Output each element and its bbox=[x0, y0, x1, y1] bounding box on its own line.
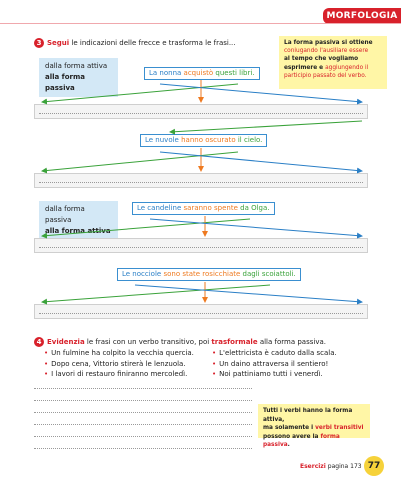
footer-pagina: pagina 173 bbox=[325, 463, 362, 470]
note4-line-3a: possono avere la bbox=[263, 433, 321, 440]
sentence-item[interactable]: • Un daino attraversa il sentiero! bbox=[212, 359, 337, 370]
instruction-verb-evidenzia: Evidenzia bbox=[47, 338, 85, 346]
footer-esercizi: Esercizi bbox=[300, 463, 326, 470]
sentence-1-object: questi libri. bbox=[215, 69, 255, 77]
sentence-item[interactable]: • L'elettricista è caduto dalla scala. bbox=[212, 348, 337, 359]
sentence-4-verb: sono state rosicchiate bbox=[163, 270, 241, 278]
exercises-reference bbox=[300, 463, 362, 470]
arrow-subject-to-object-4 bbox=[135, 285, 362, 302]
note-line-1: La forma passiva si ottiene bbox=[284, 40, 373, 46]
label-active-line1: dalla forma attiva bbox=[45, 62, 108, 70]
sentence-4-subject: Le nocciole bbox=[122, 270, 162, 278]
sentence-2-subject: Le nuvole bbox=[145, 136, 179, 144]
sentence-2-verb: hanno oscurato bbox=[181, 136, 236, 144]
sentence-item[interactable]: • Noi pattiniamo tutti i venerdì. bbox=[212, 369, 337, 380]
exercise-4-instruction bbox=[47, 338, 326, 346]
sentence-item[interactable]: • Un fulmine ha colpito la vecchia quercia. bbox=[44, 348, 194, 359]
arrow-subject-to-object-2a bbox=[42, 152, 238, 171]
sentence-item[interactable]: • Dopo cena, Vittorio stirerà le lenzuola. bbox=[44, 359, 194, 370]
note-line-3: al tempo che vogliamo bbox=[284, 56, 359, 63]
writing-line-3[interactable] bbox=[34, 412, 252, 413]
note-line-4a: esprimere e bbox=[284, 64, 326, 71]
instruction-text-2: alla forma passiva. bbox=[257, 338, 326, 346]
transitive-sentences-right bbox=[212, 348, 337, 380]
sentence-2-object: il cielo. bbox=[237, 136, 263, 144]
sentence-1-verb: acquistò bbox=[183, 69, 214, 77]
transitive-sentences-left bbox=[44, 348, 194, 380]
instruction-verb-trasformale: trasformale bbox=[211, 338, 258, 346]
arrow-subject-to-object-1 bbox=[160, 84, 362, 102]
arrow-object-to-subject-2 bbox=[170, 121, 362, 132]
label-passive-line1: dalla forma passiva bbox=[45, 205, 85, 224]
note4-line-1: Tutti i verbi hanno la forma attiva, bbox=[263, 408, 353, 423]
note-line-2: coniugando l'ausiliare essere bbox=[284, 48, 369, 55]
page-number: 77 bbox=[364, 456, 384, 476]
instruction-text-1: le frasi con un verbo transitivo, poi bbox=[84, 338, 212, 346]
note-line-4b: aggiungendo il bbox=[325, 64, 369, 71]
transitive-rule-note bbox=[258, 404, 370, 449]
label-passive-line2: alla forma attiva bbox=[45, 227, 111, 235]
writing-line-4[interactable] bbox=[34, 424, 252, 425]
arrow-subject-to-object-3 bbox=[150, 219, 362, 236]
note-line-5: participio passato del verbo. bbox=[284, 72, 367, 79]
sentence-1-subject: La nonna bbox=[149, 69, 182, 77]
writing-line-2[interactable] bbox=[34, 400, 252, 401]
note4-line-3b: forma passiva bbox=[263, 433, 340, 449]
label-active-line2: alla forma passiva bbox=[45, 73, 86, 92]
exercise-3-number: 3 bbox=[34, 38, 44, 48]
arrow-object-to-subject-4 bbox=[42, 285, 270, 302]
writing-line-6[interactable] bbox=[34, 448, 252, 449]
writing-line-5[interactable] bbox=[34, 436, 252, 437]
arrow-object-to-subject-3 bbox=[42, 219, 250, 236]
sentence-4-object: dagli scoiattoli. bbox=[242, 270, 296, 278]
sentence-item[interactable]: • I lavori di restauro finiranno mercoledì. bbox=[44, 369, 194, 380]
instruction-verb: Segui bbox=[47, 39, 70, 47]
arrow-subject-to-object-2b bbox=[160, 152, 362, 171]
note4-line-3c: . bbox=[287, 442, 290, 449]
sentence-3-object: da Olga. bbox=[240, 204, 270, 212]
note4-line-2a: ma solamente i bbox=[263, 425, 316, 432]
sentence-3-subject: Le candeline bbox=[137, 204, 182, 212]
sentence-3-verb: saranno spente bbox=[183, 204, 238, 212]
section-header-tab: MORFOLOGIA bbox=[323, 8, 401, 24]
instruction-text: le indicazioni delle frecce e trasforma le frasi... bbox=[69, 39, 236, 47]
exercise-4-number: 4 bbox=[34, 337, 44, 347]
writing-line-1[interactable] bbox=[34, 388, 252, 389]
arrow-object-to-subject-1 bbox=[42, 84, 238, 102]
note4-line-2b: verbi transitivi bbox=[315, 425, 364, 432]
